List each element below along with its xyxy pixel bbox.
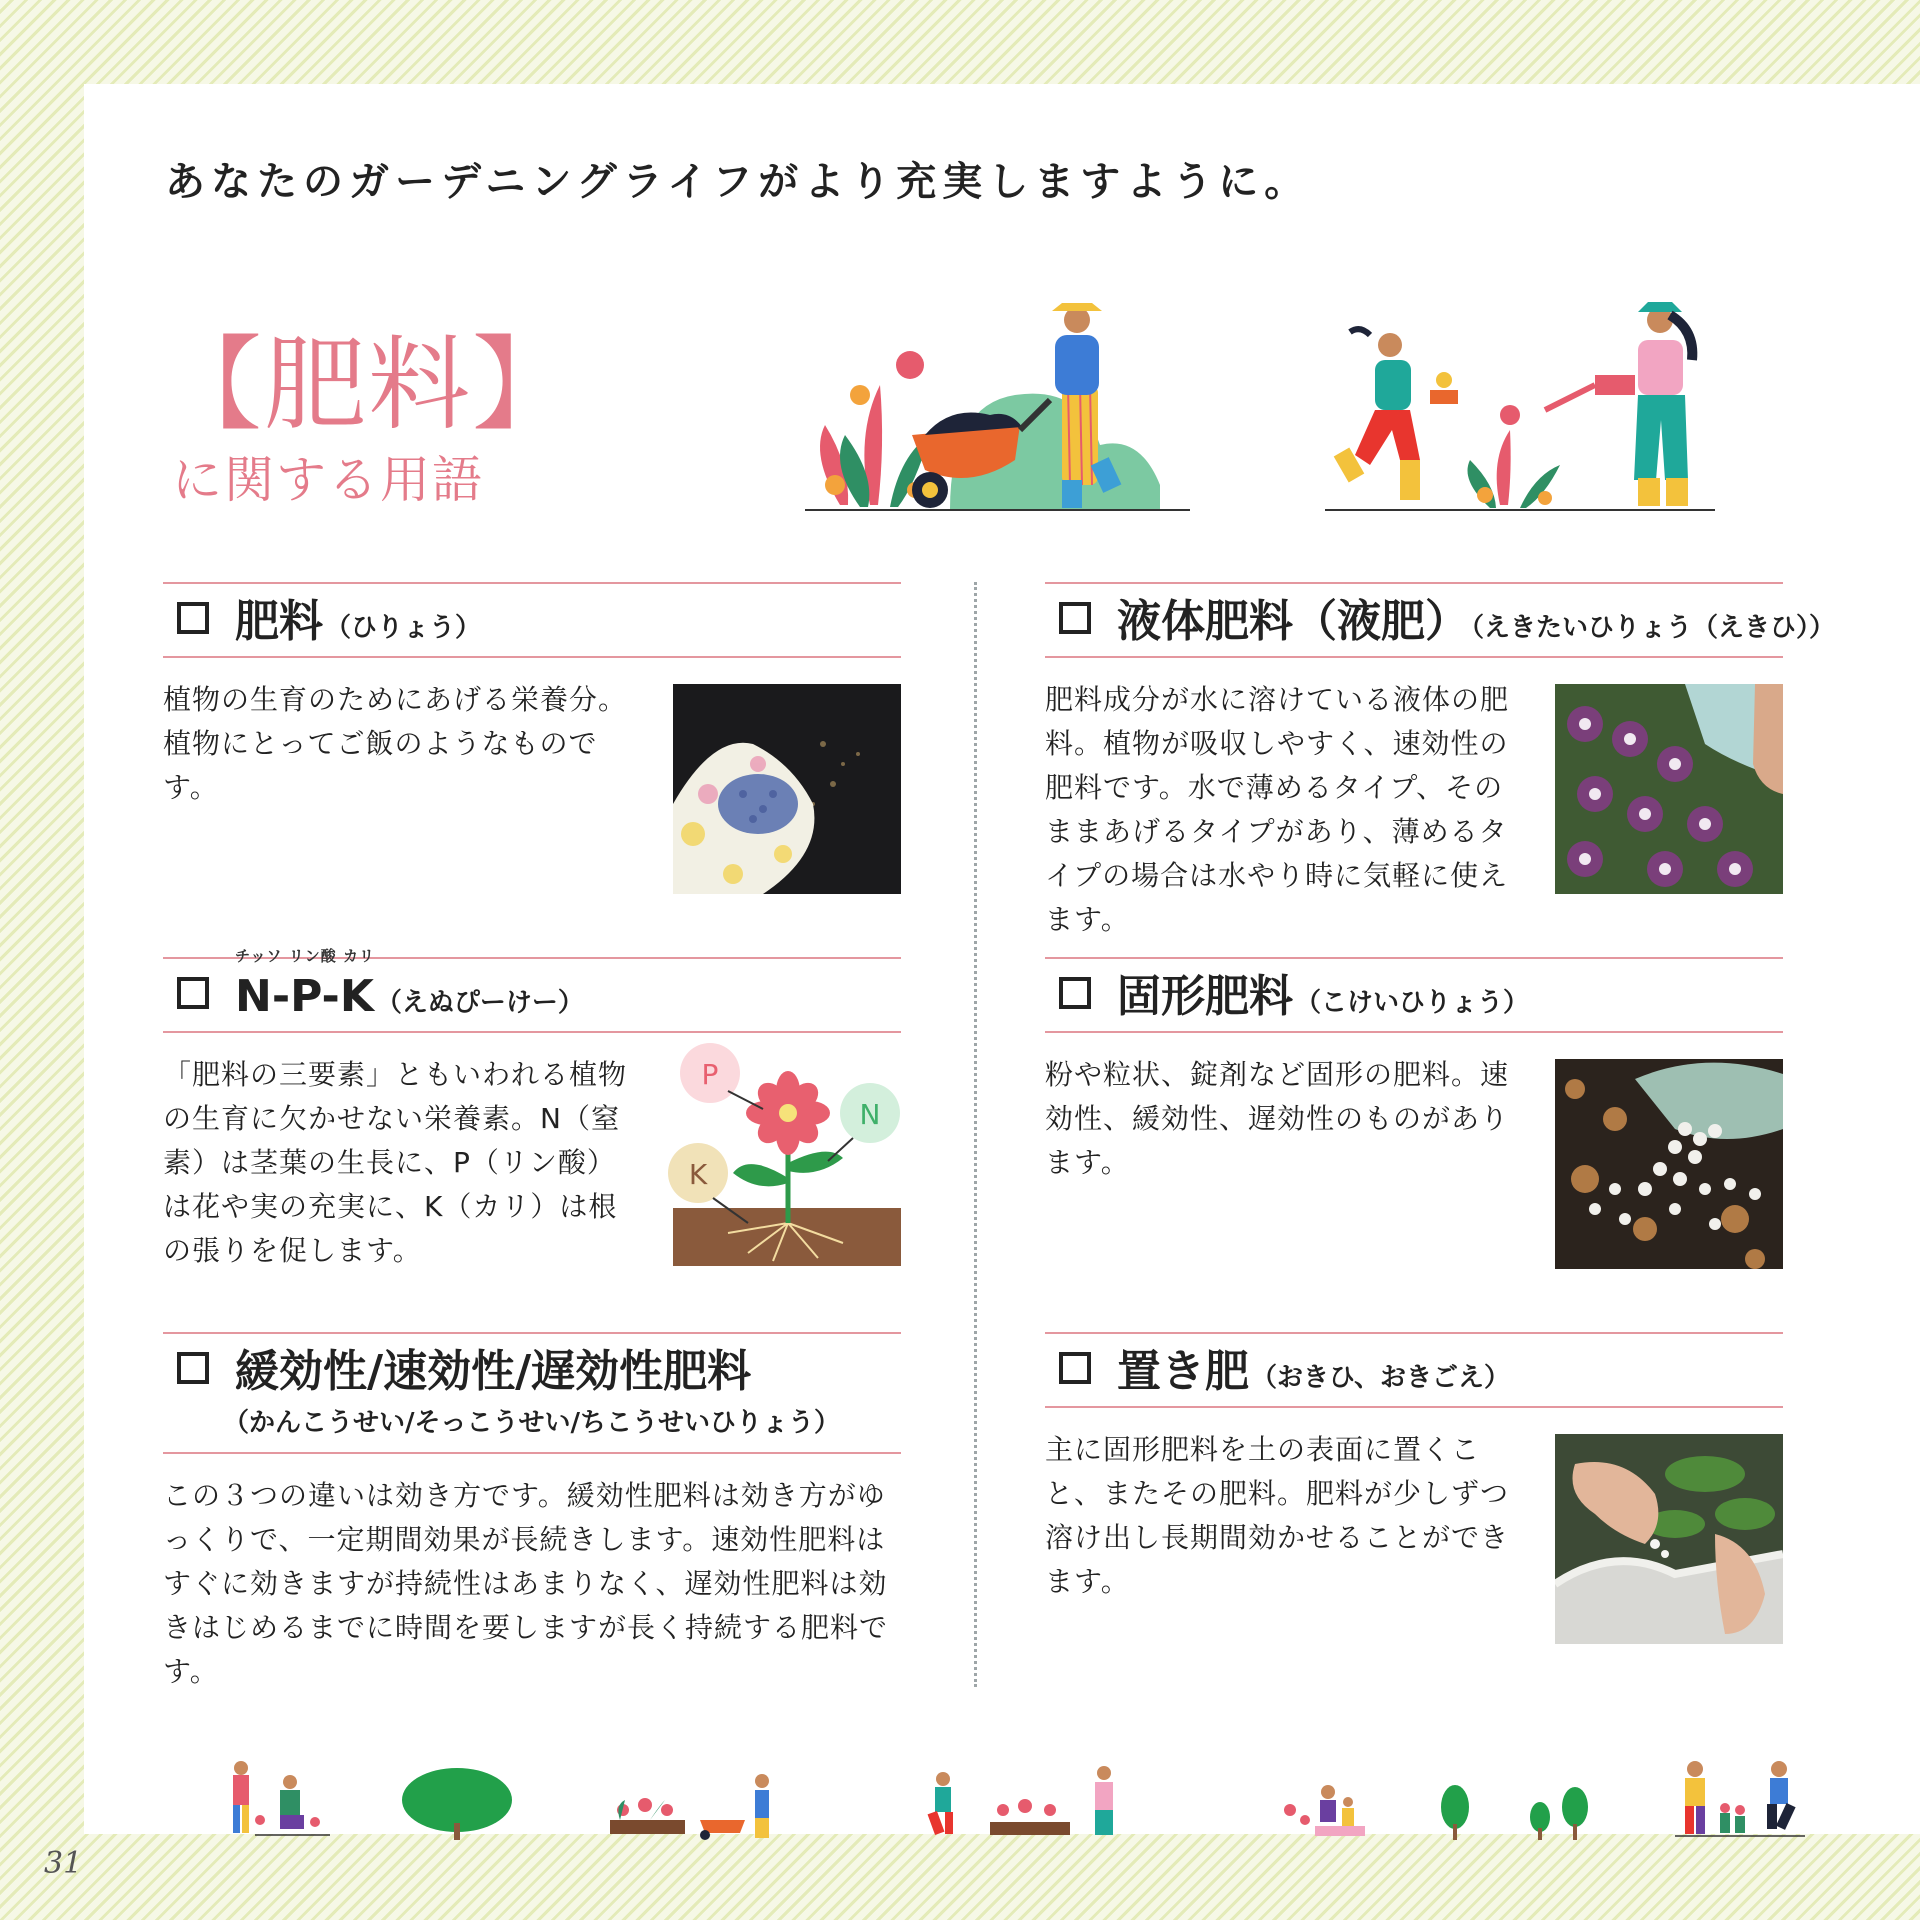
placed-fertilizer-photo	[1555, 1434, 1783, 1644]
npk-label-n: N	[859, 1098, 881, 1131]
term-checkbox[interactable]	[177, 1352, 209, 1384]
term-checkbox[interactable]	[1059, 602, 1091, 634]
term-ruby: チッソ リン酸 カリ	[235, 947, 375, 965]
term-title: 肥料（ひりょう）	[235, 596, 482, 647]
term-reading: （ひりょう）	[325, 613, 482, 643]
column-divider	[974, 582, 977, 1687]
term-description: 「肥料の三要素」ともいわれる植物の生育に欠かせない栄養素。N（窒素）は茎葉の生長に、P（リン酸）は花や実の充実に、K（カリ）は根の張りを促します。	[163, 1058, 628, 1267]
term-checkbox[interactable]	[177, 602, 209, 634]
term-reading: （えぬぴーけー）	[375, 988, 584, 1018]
term-kokei-hiryou	[1045, 957, 1783, 1277]
term-top-rule	[1045, 957, 1783, 959]
term-title: 緩効性/速効性/遅効性肥料	[235, 1346, 752, 1397]
term-reading: （こけいひりょう）	[1295, 988, 1530, 1018]
term-title: 液体肥料（液肥）（えきたいひりょう（えきひ））	[1117, 596, 1836, 647]
term-checkbox[interactable]	[1059, 977, 1091, 1009]
term-npk	[163, 947, 901, 1277]
term-checkbox[interactable]	[177, 977, 209, 1009]
term-bottom-rule	[1045, 1406, 1783, 1408]
term-reading: （えきたいひりょう（えきひ））	[1471, 613, 1836, 643]
footer-tree-icon	[400, 1768, 515, 1840]
page-number: 31	[44, 1846, 83, 1881]
term-description: 植物の生育のためにあげる栄養分。植物にとってご飯のようなものです。	[163, 683, 628, 804]
liquid-fertilizer-photo	[1555, 684, 1783, 894]
footer-gardeners-illustration	[225, 1760, 335, 1840]
solid-fertilizer-photo	[1555, 1059, 1783, 1269]
npk-label-p: P	[701, 1058, 719, 1091]
footer-gardeners-flowerbed-illustration	[925, 1762, 1125, 1840]
term-hiryou	[163, 582, 901, 902]
term-title: 置き肥（おきひ、おきごえ）	[1117, 1346, 1510, 1397]
term-description: 肥料成分が水に溶けている液体の肥料。植物が吸収しやすく、速効性の肥料です。水で薄めるタイプ、そのままあげるタイプがあり、薄めるタイプの場合は水やり時に気軽に使えます。	[1045, 683, 1510, 936]
section-title: 【肥料】	[160, 326, 576, 445]
term-reading: （おきひ、おきごえ）	[1251, 1363, 1510, 1393]
term-koukasei	[163, 1332, 901, 1688]
term-top-rule	[1045, 582, 1783, 584]
term-checkbox[interactable]	[1059, 1352, 1091, 1384]
footer-wheelbarrow-illustration	[605, 1765, 785, 1840]
term-title: N-P-K（えぬぴーけー）	[235, 971, 584, 1022]
gardener-wheelbarrow-illustration	[800, 285, 1200, 515]
fertilizer-granules-photo	[673, 684, 901, 894]
term-ekitai-hiryou	[1045, 582, 1836, 936]
footer-small-trees-icon	[1440, 1782, 1600, 1840]
footer-family-garden-illustration	[1280, 1780, 1370, 1840]
term-top-rule	[1045, 1332, 1783, 1334]
term-title: 固形肥料（こけいひりょう）	[1117, 971, 1530, 1022]
term-reading: （かんこうせい/そっこうせい/ちこうせいひりょう）	[223, 1408, 840, 1438]
term-description: この３つの違いは効き方です。緩効性肥料は効き方がゆっくりで、一定期間効果が長続きします。速効性肥料はすぐに効きますが持続性はあまりなく、遅効性肥料は効きはじめるまでに時間を要しますが長く持続する肥料です。	[163, 1479, 889, 1688]
term-description: 粉や粒状、錠剤など固形の肥料。速効性、緩効性、遅効性のものがあります。	[1045, 1058, 1510, 1179]
term-top-rule	[163, 582, 901, 584]
term-description: 主に固形肥料を土の表面に置くこと、またその肥料。肥料が少しずつ溶け出し長期間効かせることができます。	[1045, 1433, 1510, 1598]
intro-text: あなたのガーデニングライフがより充実しますように。	[165, 159, 1311, 205]
npk-flower-diagram	[668, 1043, 903, 1273]
npk-label-k: K	[688, 1158, 708, 1191]
footer-planting-gardeners-illustration	[1675, 1758, 1805, 1840]
term-bottom-rule	[163, 1031, 901, 1033]
term-bottom-rule	[163, 1452, 901, 1454]
term-bottom-rule	[163, 656, 901, 658]
section-subtitle: に関する用語	[172, 451, 484, 509]
two-gardeners-illustration	[1320, 290, 1720, 515]
term-bottom-rule	[1045, 656, 1783, 658]
term-top-rule	[163, 1332, 901, 1334]
term-bottom-rule	[1045, 1031, 1783, 1033]
term-okihi	[1045, 1332, 1783, 1662]
